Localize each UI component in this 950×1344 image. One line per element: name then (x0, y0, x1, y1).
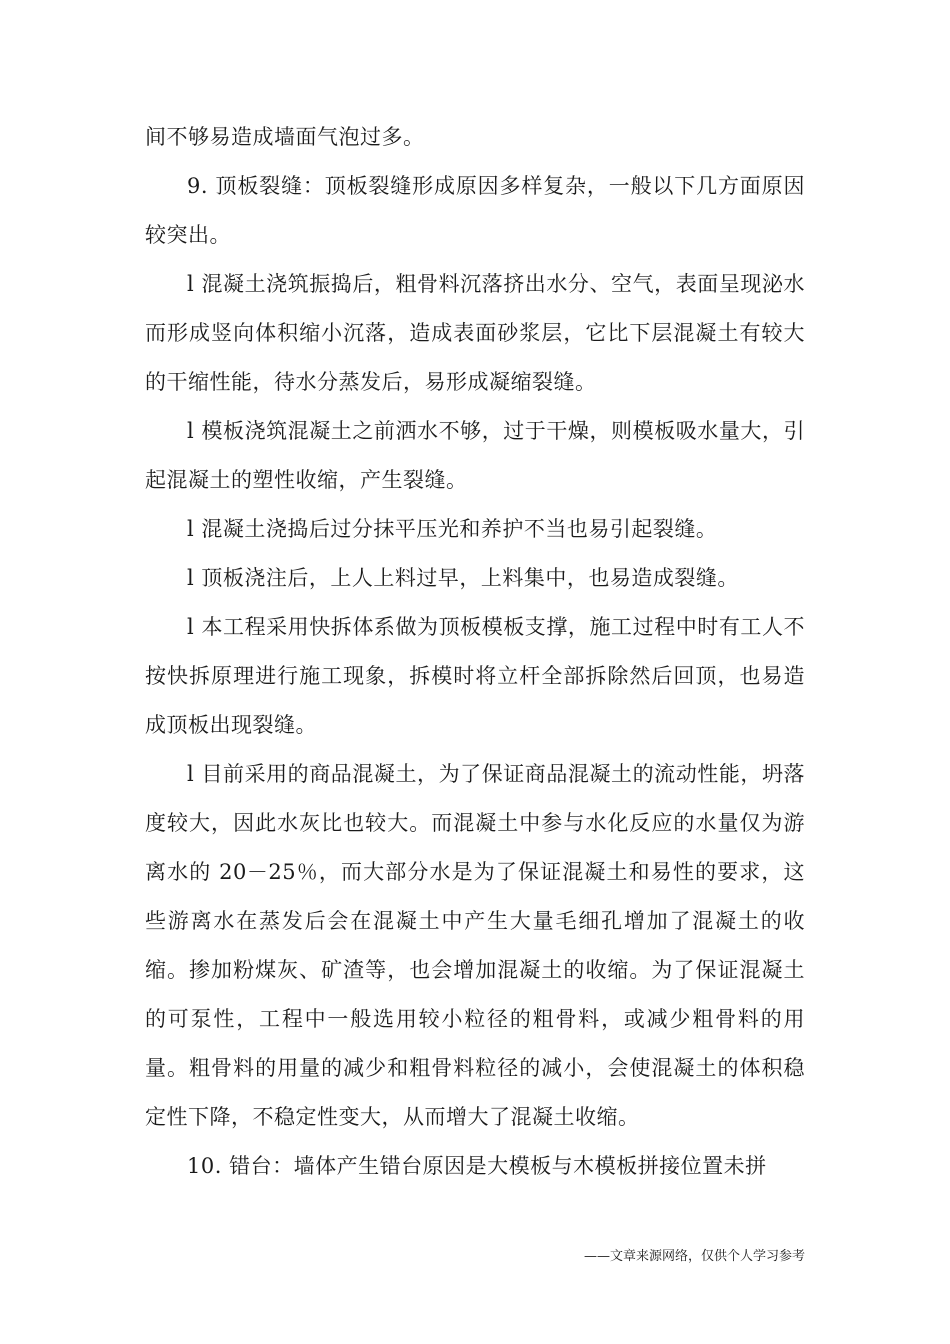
paragraph-bullet-early-loading: l 顶板浇注后，上人上料过早，上料集中，也易造成裂缝。 (187, 566, 739, 590)
paragraph-item-9-roof-cracks: 9. 顶板裂缝：顶板裂缝形成原因多样复杂，一般以下几方面原因较突出。 (145, 174, 805, 247)
paragraph-bullet-settlement-cracks: l 混凝土浇筑振捣后，粗骨料沉落挤出水分、空气，表面呈现泌水而形成竖向体积缩小沉落，造成表面砂浆层，它比下层混凝土有较大的干缩性能，待水分蒸发后，易形成凝缩裂缝。 (145, 272, 805, 394)
paragraph-bullet-over-trowelling: l 混凝土浇捣后过分抹平压光和养护不当也易引起裂缝。 (187, 517, 718, 541)
document-body (145, 113, 805, 1191)
paragraph-bullet-commercial-concrete: l 目前采用的商品混凝土，为了保证商品混凝土的流动性能，坍落度较大，因此水灰比也较大。而混凝土中参与水化反应的水量仅为游离水的 20－25％，而大部分水是为了保证混凝土和易性的要求，这些游离水在蒸发后会在混凝土中产生大量毛细孔增加了混凝土的收缩。掺加粉煤灰、矿渣等，也会增加混凝土的收缩。为了保证混凝土的可泵性，工程中一般选用较小粒径的粗骨料，或减少粗骨料的用量。粗骨料的用量的减少和粗骨料粒径的减小，会使混凝土的体积稳定性下降，不稳定性变大，从而增大了混凝土收缩。 (145, 762, 805, 1129)
paragraph-item-10-misalignment: 10. 错台：墙体产生错台原因是大模板与木模板拼接位置未拼 (187, 1154, 767, 1178)
paragraph-continuation: 间不够易造成墙面气泡过多。 (145, 125, 425, 149)
page-footer-note: ——文章来源网络，仅供个人学习参考 (583, 1249, 805, 1264)
paragraph-bullet-formwork-watering: l 模板浇筑混凝土之前洒水不够，过于干燥，则模板吸水量大，引起混凝土的塑性收缩，产生裂缝。 (145, 419, 805, 492)
paragraph-bullet-quick-release-support: l 本工程采用快拆体系做为顶板模板支撑，施工过程中时有工人不按快拆原理进行施工现象，拆模时将立杆全部拆除然后回顶，也易造成顶板出现裂缝。 (145, 615, 805, 737)
